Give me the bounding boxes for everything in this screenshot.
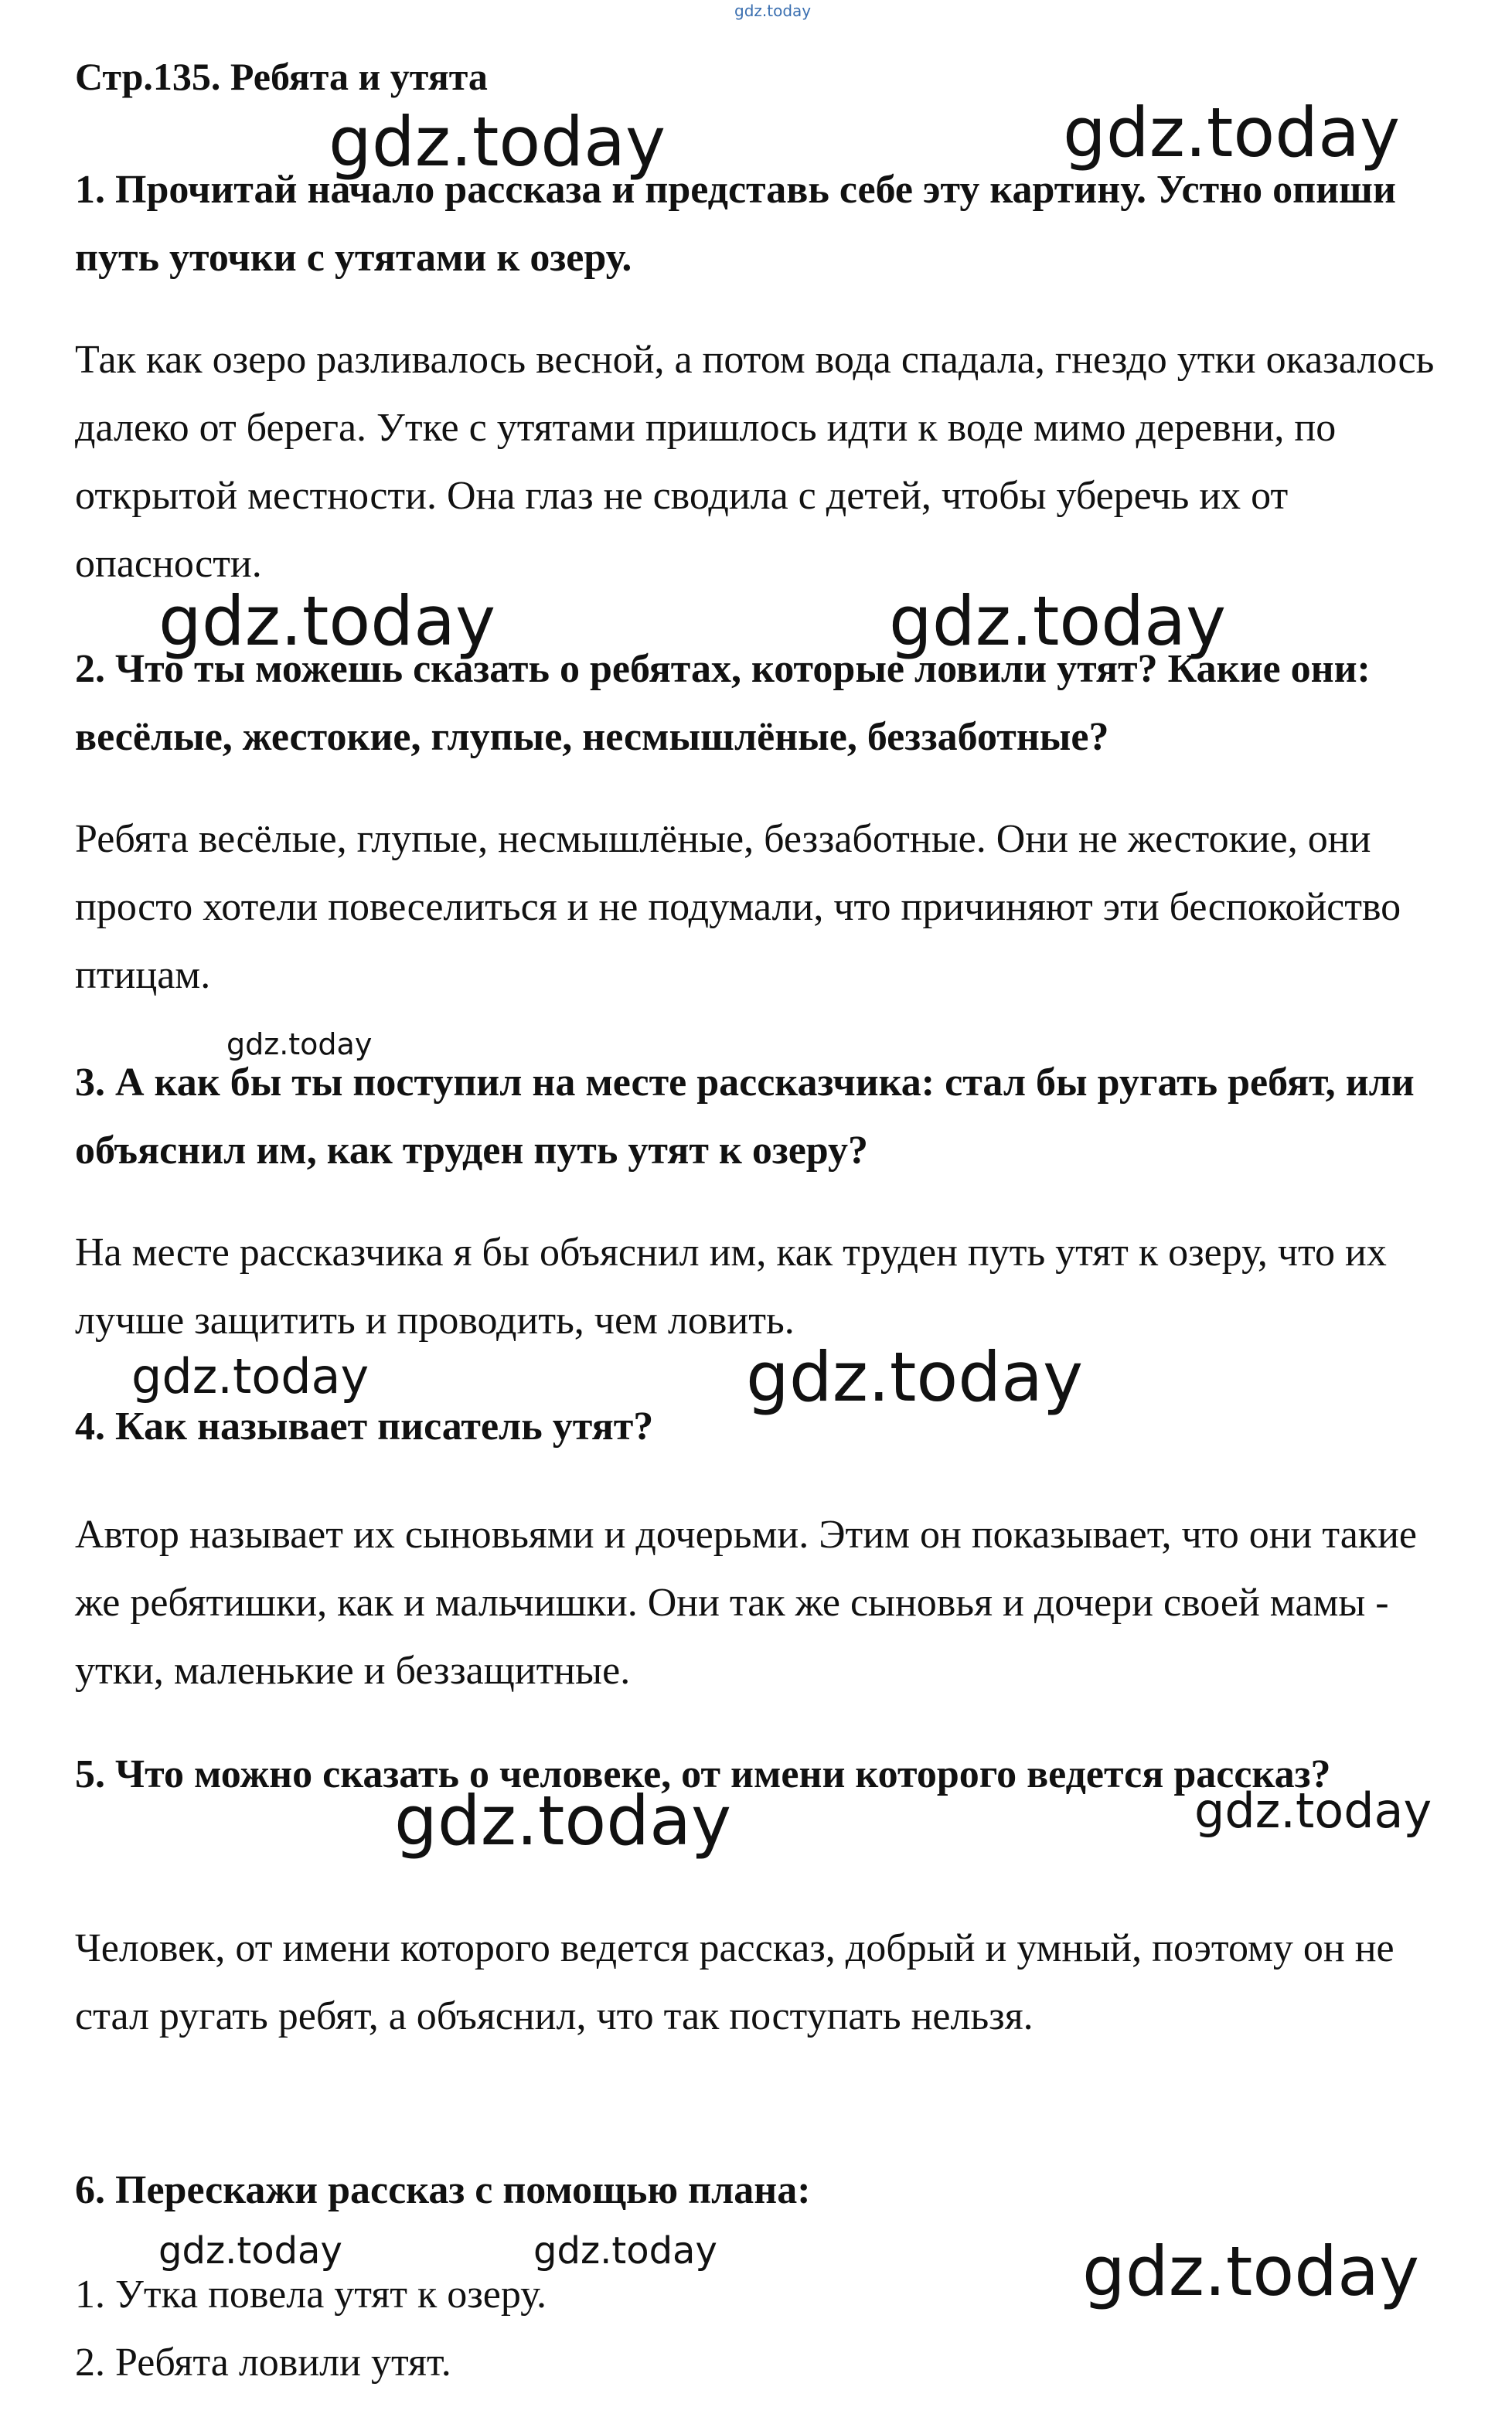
question-1: 1. Прочитай начало рассказа и представь себе эту картину. Устно опиши путь уточки с утятами к озеру. bbox=[75, 168, 1396, 280]
question-4: 4. Как называет писатель утят? bbox=[75, 1404, 654, 1449]
answer-1: Так как озеро разливалось весной, а потом вода спадала, гнездо утки оказалось далеко от берега. Утке с утятами пришлось идти к воде мимо деревни, по открытой местности. Она глаз не сводила с детей, чтобы уберечь их от опасности. bbox=[75, 338, 1435, 586]
watermark-6: gdz.today bbox=[131, 1348, 369, 1404]
watermark-10: gdz.today bbox=[158, 2229, 342, 2273]
watermark-8: gdz.today bbox=[394, 1781, 732, 1861]
watermark-12: gdz.today bbox=[1082, 2232, 1420, 2311]
plan-item-1: 1. Утка повела утят к озеру. bbox=[75, 2273, 547, 2317]
header-watermark: gdz.today bbox=[734, 2, 812, 20]
watermark-7: gdz.today bbox=[746, 1337, 1084, 1417]
watermark-2: gdz.today bbox=[1063, 93, 1401, 172]
watermark-5: gdz.today bbox=[226, 1027, 373, 1061]
answer-5: Человек, от имени которого ведется рассказ, добрый и умный, поэтому он не стал ругать ребят, а объяснил, что так поступать нельзя. bbox=[75, 1926, 1395, 2038]
plan-item-2: 2. Ребята ловили утят. bbox=[75, 2341, 451, 2385]
answer-2: Ребята весёлые, глупые, несмышлёные, беззаботные. Они не жестокие, они просто хотели повеселиться и не подумали, что причиняют эти беспокойство птицам. bbox=[75, 817, 1401, 997]
answer-3: На месте рассказчика я бы объяснил им, как труден путь утят к озеру, что их лучше защитить и проводить, чем ловить. bbox=[75, 1231, 1387, 1343]
answer-4: Автор называет их сыновьями и дочерьми. Этим он показывает, что они такие же ребятишки, как и мальчишки. Они так же сыновья и дочери своей мамы - утки, маленькие и беззащитные. bbox=[75, 1513, 1417, 1693]
question-2: 2. Что ты можешь сказать о ребятах, которые ловили утят? Какие они: весёлые, жестокие, глупые, несмышлёные, беззаботные? bbox=[75, 647, 1371, 759]
page-title: Стр.135. Ребята и утята bbox=[75, 55, 488, 98]
watermark-11: gdz.today bbox=[533, 2229, 717, 2273]
watermark-3: gdz.today bbox=[158, 581, 496, 661]
watermark-1: gdz.today bbox=[329, 102, 666, 182]
watermark-9: gdz.today bbox=[1194, 1782, 1432, 1839]
question-3: 3. А как бы ты поступил на месте рассказчика: стал бы ругать ребят, или объяснил им, как труден путь утят к озеру? bbox=[75, 1061, 1415, 1173]
question-6: 6. Перескажи рассказ с помощью плана: bbox=[75, 2168, 811, 2212]
question-5: 5. Что можно сказать о человеке, от имени которого ведется рассказ? bbox=[75, 1752, 1331, 1796]
watermark-4: gdz.today bbox=[889, 581, 1227, 661]
